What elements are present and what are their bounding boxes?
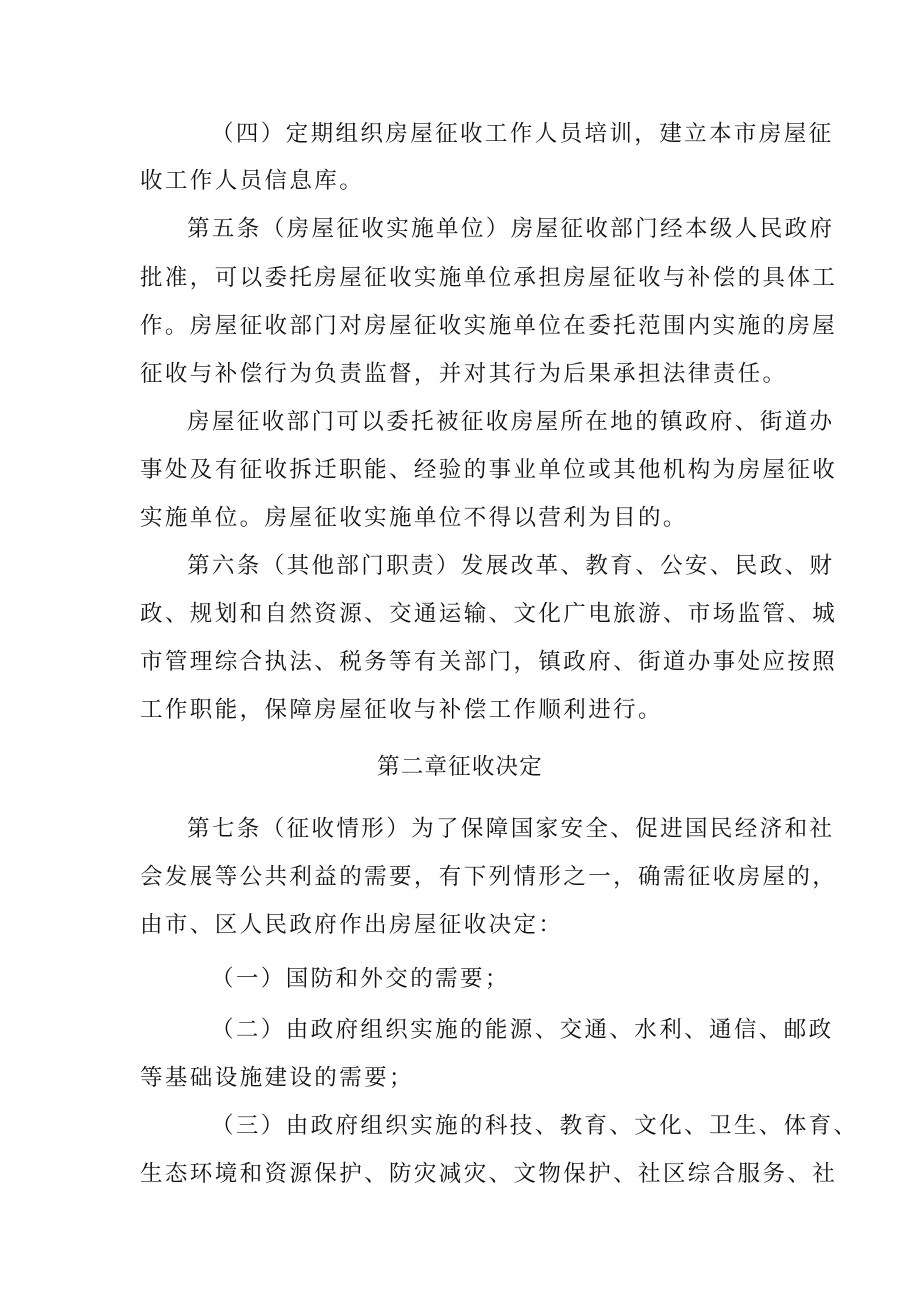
article-6-line: 政、规划和自然资源、交通运输、文化广电旅游、市场监管、城	[140, 601, 838, 627]
list-item: 等基础设施建设的需要；	[140, 1065, 414, 1091]
article-5-line: 批准，可以委托房屋征收实施单位承担房屋征收与补偿的具体工	[140, 265, 838, 291]
paragraph-line: 收工作人员信息库。	[140, 168, 365, 194]
article-6-line: 工作职能，保障房屋征收与补偿工作顺利进行。	[140, 697, 663, 723]
list-item: （一）国防和外交的需要；	[211, 966, 510, 992]
article-7-line: 由市、区人民政府作出房屋征收决定：	[140, 912, 564, 938]
article-6-line: 市管理综合执法、税务等有关部门，镇政府、街道办事处应按照	[140, 649, 838, 675]
list-item: （三）由政府组织实施的科技、教育、文化、卫生、体育、	[211, 1113, 859, 1139]
article-5-line: 第五条（房屋征收实施单位）房屋征收部门经本级人民政府	[187, 216, 835, 242]
article-7-line: 会发展等公共利益的需要，有下列情形之一，确需征收房屋的，	[140, 864, 838, 890]
paragraph-line: 房屋征收部门可以委托被征收房屋所在地的镇政府、街道办	[187, 409, 835, 435]
list-item: （二）由政府组织实施的能源、交通、水利、通信、邮政	[211, 1017, 834, 1043]
list-item: 生态环境和资源保护、防灾减灾、文物保护、社区综合服务、社	[140, 1161, 838, 1187]
article-7-line: 第七条（征收情形）为了保障国家安全、促进国民经济和社	[187, 816, 835, 842]
article-5-line: 作。房屋征收部门对房屋征收实施单位在委托范围内实施的房屋	[140, 313, 838, 339]
paragraph-line: （四）定期组织房屋征收工作人员培训，建立本市房屋征	[211, 121, 834, 147]
paragraph-line: 实施单位。房屋征收实施单位不得以营利为目的。	[140, 505, 688, 531]
paragraph-line: 事处及有征收拆迁职能、经验的事业单位或其他机构为房屋征收	[140, 457, 838, 483]
chapter-heading: 第二章征收决定	[377, 754, 543, 780]
article-6-line: 第六条（其他部门职责）发展改革、教育、公安、民政、财	[187, 553, 835, 579]
article-5-line: 征收与补偿行为负责监督，并对其行为后果承担法律责任。	[140, 361, 788, 387]
